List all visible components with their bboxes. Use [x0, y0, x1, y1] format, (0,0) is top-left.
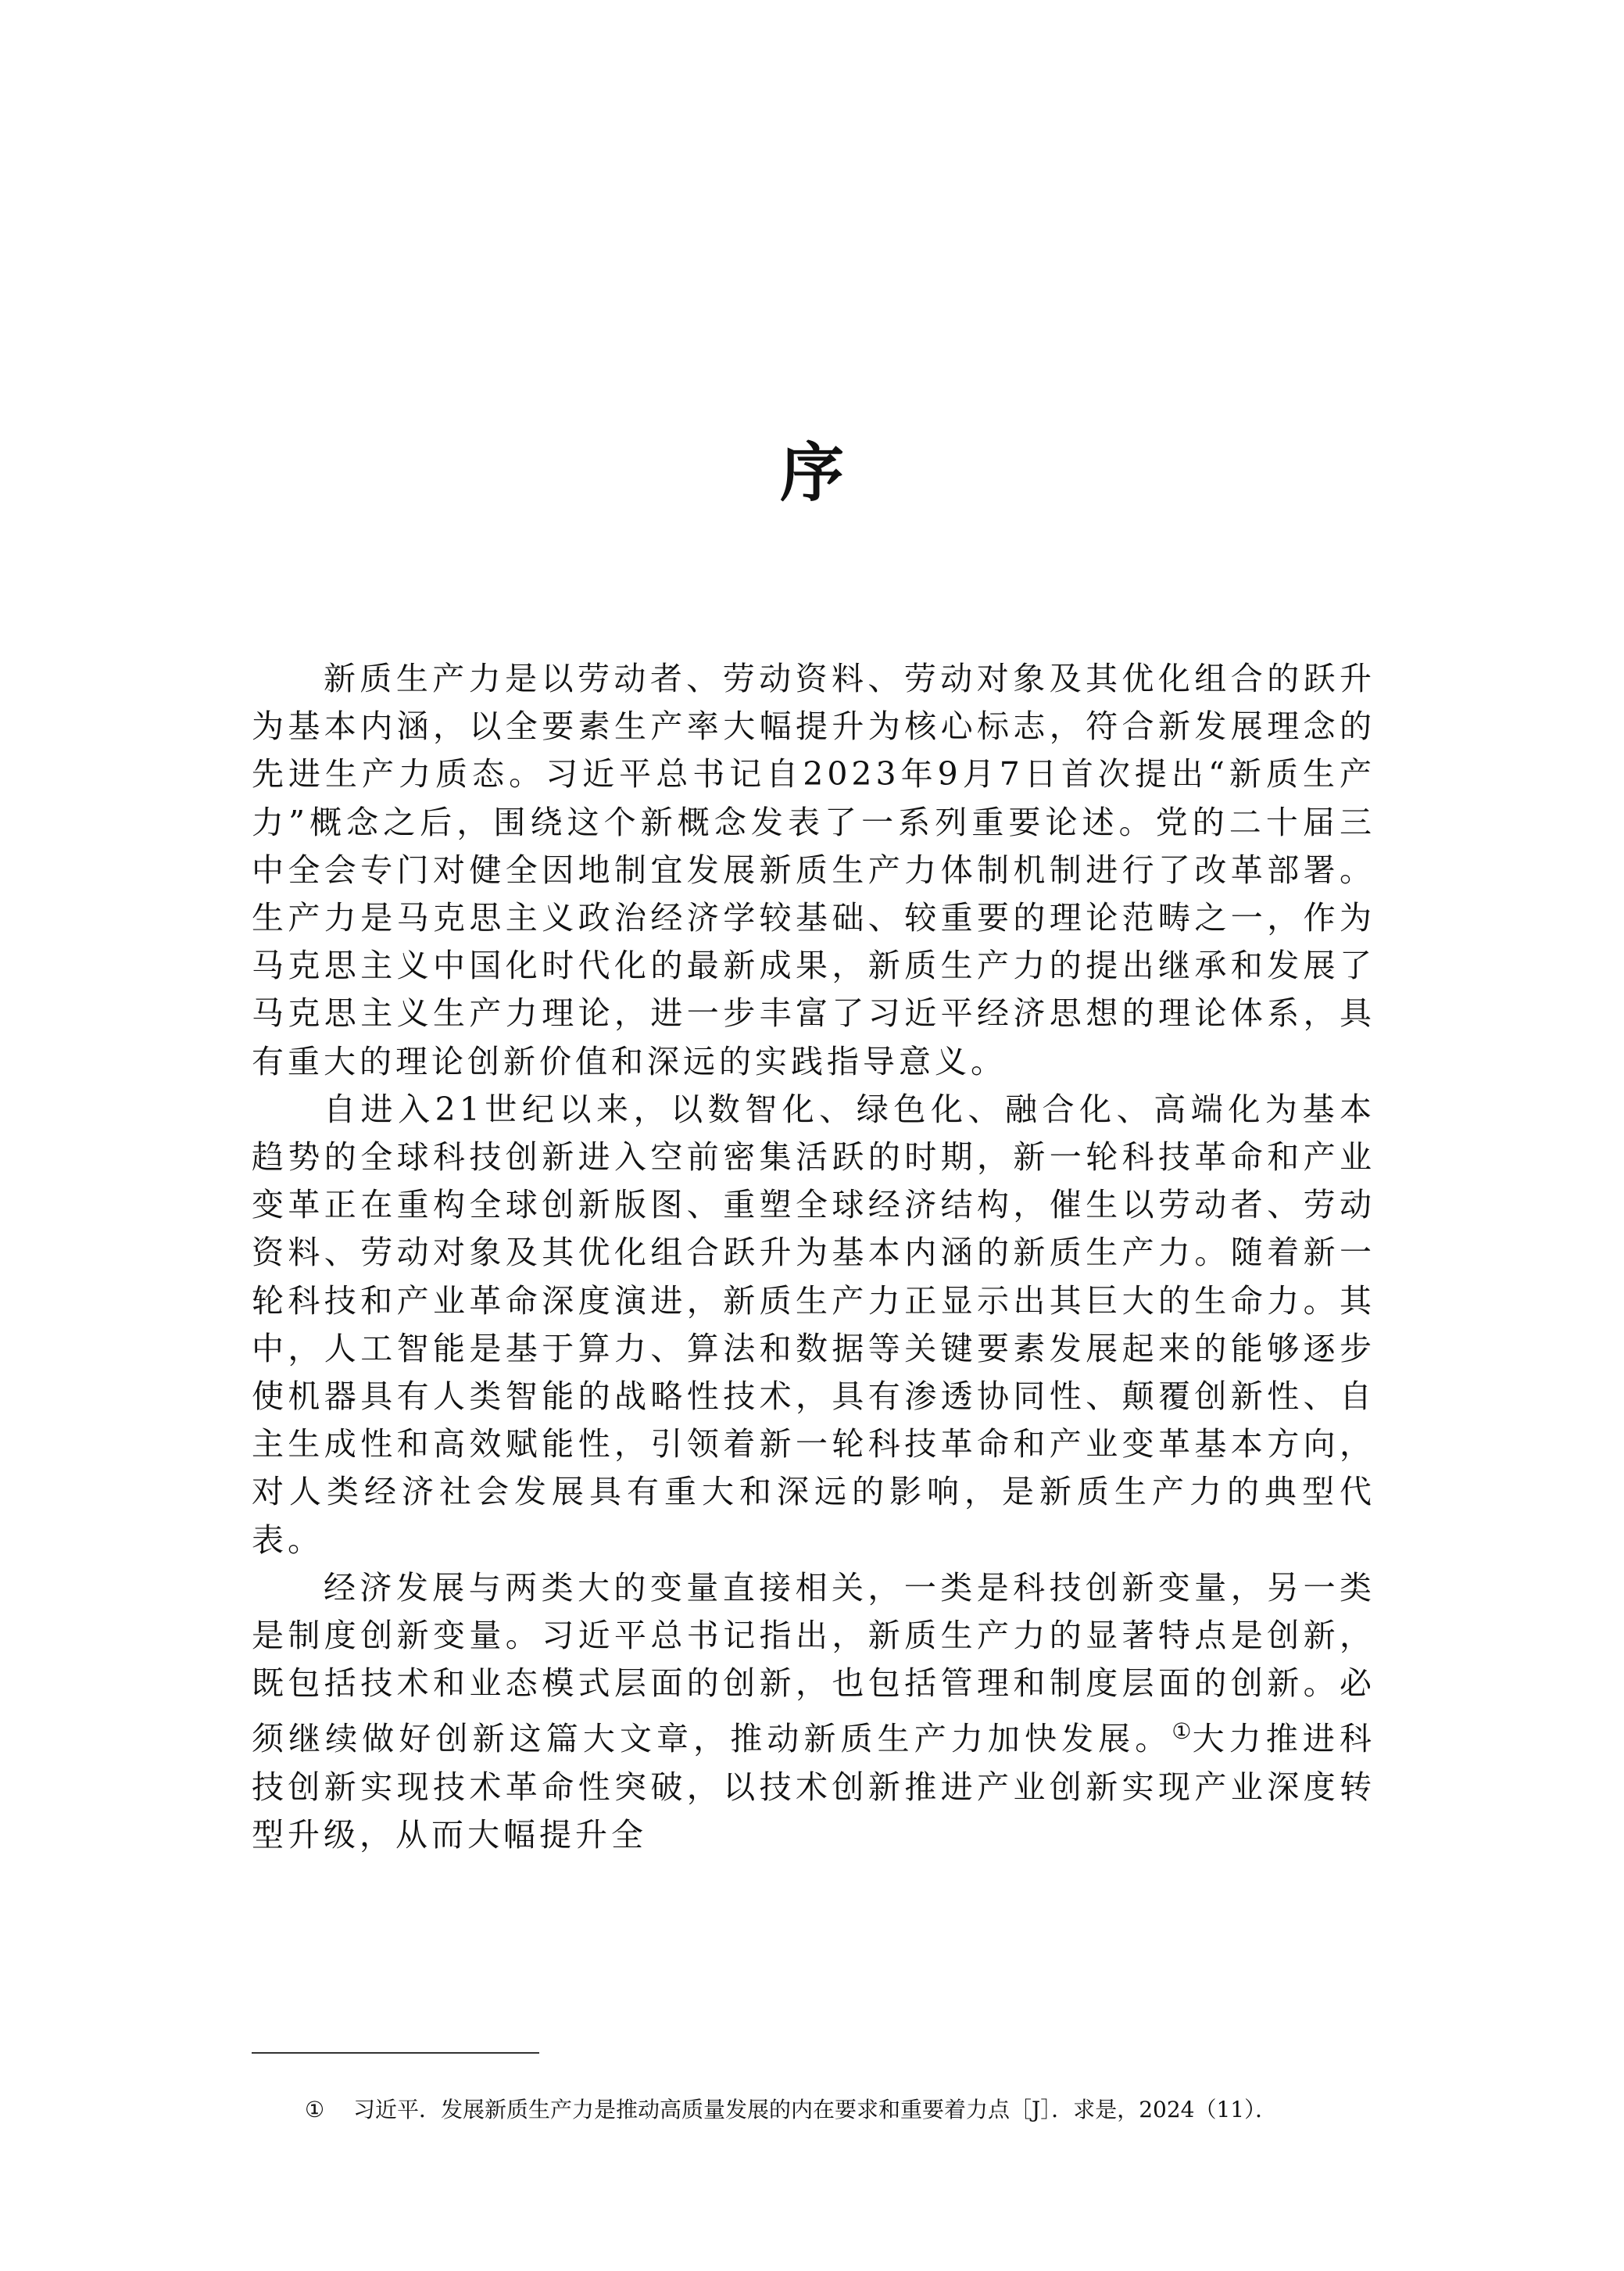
body-text	[252, 655, 1375, 1859]
footnote-divider	[252, 2052, 539, 2054]
footnote-text: 习近平．发展新质生产力是推动高质量发展的内在要求和重要着力点［J］．求是，2024（11）．	[353, 2097, 1278, 2122]
paragraph-1-text: 新质生产力是以劳动者、劳动资料、劳动对象及其优化组合的跃升为基本内涵，以全要素生产率大幅提升为核心标志，符合新发展理念的先进生产力质态。习近平总书记自2023年9月7日首次提出“新质生产力”概念之后，围绕这个新概念发表了一系列重要论述。党的二十届三中全会专门对健全因地制宜发展新质生产力体制机制进行了改革部署。生产力是马克思主义政治经济学较基础、较重要的理论范畴之一，作为马克思主义中国化时代化的最新成果，新质生产力的提出继承和发展了马克思主义生产力理论，进一步丰富了习近平经济思想的理论体系，具有重大的理论创新价值和深远的实践指导意义。	[252, 660, 1375, 1080]
paragraph-1	[252, 655, 1375, 1086]
paragraph-2-text: 自进入21世纪以来，以数智化、绿色化、融合化、高端化为基本趋势的全球科技创新进入空前密集活跃的时期，新一轮科技革命和产业变革正在重构全球创新版图、重塑全球经济结构，催生以劳动者、劳动资料、劳动对象及其优化组合跃升为基本内涵的新质生产力。随着新一轮科技和产业革命深度演进，新质生产力正显示出其巨大的生命力。其中，人工智能是基于算力、算法和数据等关键要素发展起来的能够逐步使机器具有人类智能的战略性技术，具有渗透协同性、颠覆创新性、自主生成性和高效赋能性，引领着新一轮科技革命和产业变革基本方向，对人类经济社会发展具有重大和深远的影响，是新质生产力的典型代表。	[252, 1090, 1375, 1559]
paragraph-3-text-before: 经济发展与两类大的变量直接相关，一类是科技创新变量，另一类是制度创新变量。习近平总书记指出，新质生产力的显著特点是创新，既包括技术和业态模式层面的创新，也包括管理和制度层面的创新。必须继续做好创新这篇大文章，推动新质生产力加快发展。	[252, 1568, 1375, 1758]
page-title: 序	[779, 435, 844, 510]
paragraph-2	[252, 1086, 1375, 1564]
footnote-reference-link[interactable]: ①	[1171, 1718, 1193, 1745]
footnote-number: ①	[305, 2097, 325, 2122]
paragraph-3	[252, 1564, 1375, 1859]
paragraph-3-text-after: 大力推进科技创新实现技术革命性突破，以技术创新推进产业创新实现产业深度转型升级，从而大幅提升全	[252, 1720, 1375, 1854]
footnote	[305, 2094, 1399, 2126]
